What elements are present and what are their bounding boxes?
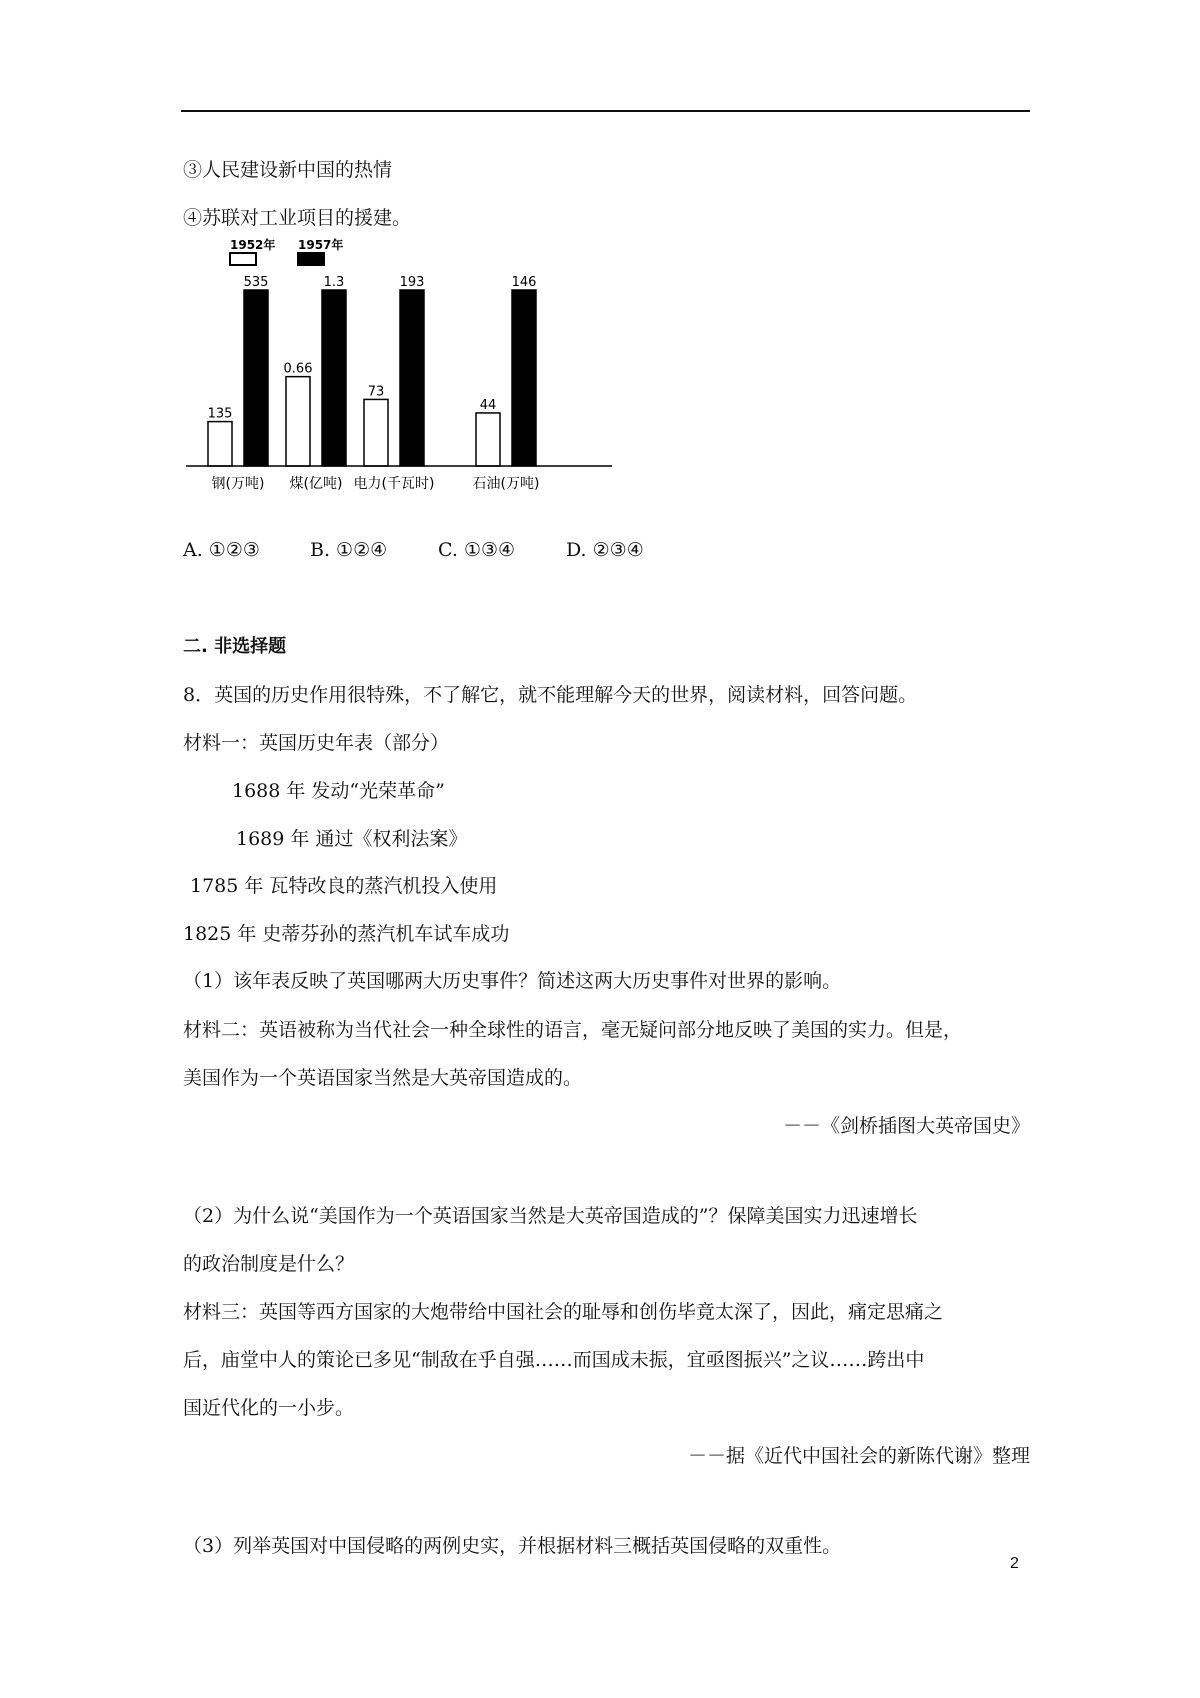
bar [244, 290, 268, 466]
bar-value-label: 73 [367, 384, 385, 400]
category-label: 电力(千瓦时) [353, 476, 435, 492]
question-8-stem: 8．英国的历史作用很特殊，不了解它，就不能理解今天的世界，阅读材料，回答问题。 [183, 684, 918, 706]
material-2-text: 美国作为一个英语国家当然是大英帝国造成的。 [183, 1067, 583, 1089]
material-3-text: 材料三：英国等西方国家的大炮带给中国社会的耻辱和创伤毕竟太深了，因此，痛定思痛之 [183, 1301, 944, 1323]
category-label: 钢(万吨) [211, 476, 265, 492]
bar-value-label: 193 [399, 275, 425, 290]
option-a[interactable]: A. ①②③ [183, 539, 260, 561]
bar-value-label: 1.3 [323, 275, 345, 290]
question-8-part-2: （2）为什么说“美国作为一个英语国家当然是大英帝国造成的”？保障美国实力迅速增长 [183, 1205, 918, 1227]
timeline-entry: 1785 年 瓦特改良的蒸汽机投入使用 [190, 875, 498, 897]
material-3-source: －－据《近代中国社会的新陈代谢》整理 [687, 1445, 1030, 1467]
category-label: 煤(亿吨) [289, 476, 343, 492]
bar-value-label: 44 [479, 397, 497, 413]
chart-category-labels [212, 475, 540, 492]
legend-label: 1957年 [298, 238, 344, 252]
material-3-text: 后，庙堂中人的策论已多见“制敌在乎自强……而国成未振，宜亟图振兴”之议……跨出中 [183, 1349, 925, 1371]
material-2-source: －－《剑桥插图大英帝国史》 [782, 1115, 1030, 1137]
section-title: 二. 非选择题 [183, 636, 287, 657]
chart-legend [230, 238, 343, 265]
legend-label: 1952年 [230, 238, 276, 252]
choice-item-3: ③人民建设新中国的热情 [183, 159, 393, 181]
bar-value-label: 135 [207, 406, 233, 422]
bar-value-label: 0.66 [283, 361, 313, 377]
material-1-title: 材料一：英国历史年表（部分） [183, 732, 450, 754]
category-label: 石油(万吨) [472, 476, 540, 492]
material-3-text: 国近代化的一小步。 [183, 1397, 355, 1419]
option-d[interactable]: D. ②③④ [566, 539, 644, 561]
legend-swatch [230, 253, 256, 265]
bar [322, 290, 346, 466]
bar [286, 377, 310, 466]
timeline-entry: 1688 年 发动“光荣革命” [232, 780, 445, 802]
option-b[interactable]: B. ①②④ [310, 539, 388, 561]
legend-swatch [298, 253, 324, 265]
timeline-entry: 1825 年 史蒂芬孙的蒸汽机车试车成功 [183, 923, 510, 945]
choice-item-4: ④苏联对工业项目的援建。 [183, 207, 412, 229]
question-8-part-2: 的政治制度是什么？ [183, 1253, 355, 1275]
question-8-part-1: （1）该年表反映了英国哪两大历史事件？简述这两大历史事件对世界的影响。 [183, 970, 842, 992]
bar [400, 290, 424, 466]
bar-value-label: 146 [511, 275, 537, 290]
header-rule [181, 110, 1030, 112]
question-8-part-3: （3）列举英国对中国侵略的两例史实，并根据材料三概括英国侵略的双重性。 [183, 1535, 842, 1557]
bar-value-label: 535 [243, 275, 269, 290]
production-bar-chart [186, 238, 612, 500]
bar [476, 413, 500, 466]
option-c[interactable]: C. ①③④ [438, 539, 516, 561]
bar [364, 399, 388, 466]
timeline-entry: 1689 年 通过《权利法案》 [236, 828, 468, 850]
bar [208, 422, 232, 466]
page-number: 2 [1010, 1555, 1019, 1572]
chart-bars [208, 275, 537, 466]
bar [512, 290, 536, 466]
material-2-text: 材料二：英语被称为当代社会一种全球性的语言，毫无疑问部分地反映了美国的实力。但是， [183, 1019, 963, 1041]
